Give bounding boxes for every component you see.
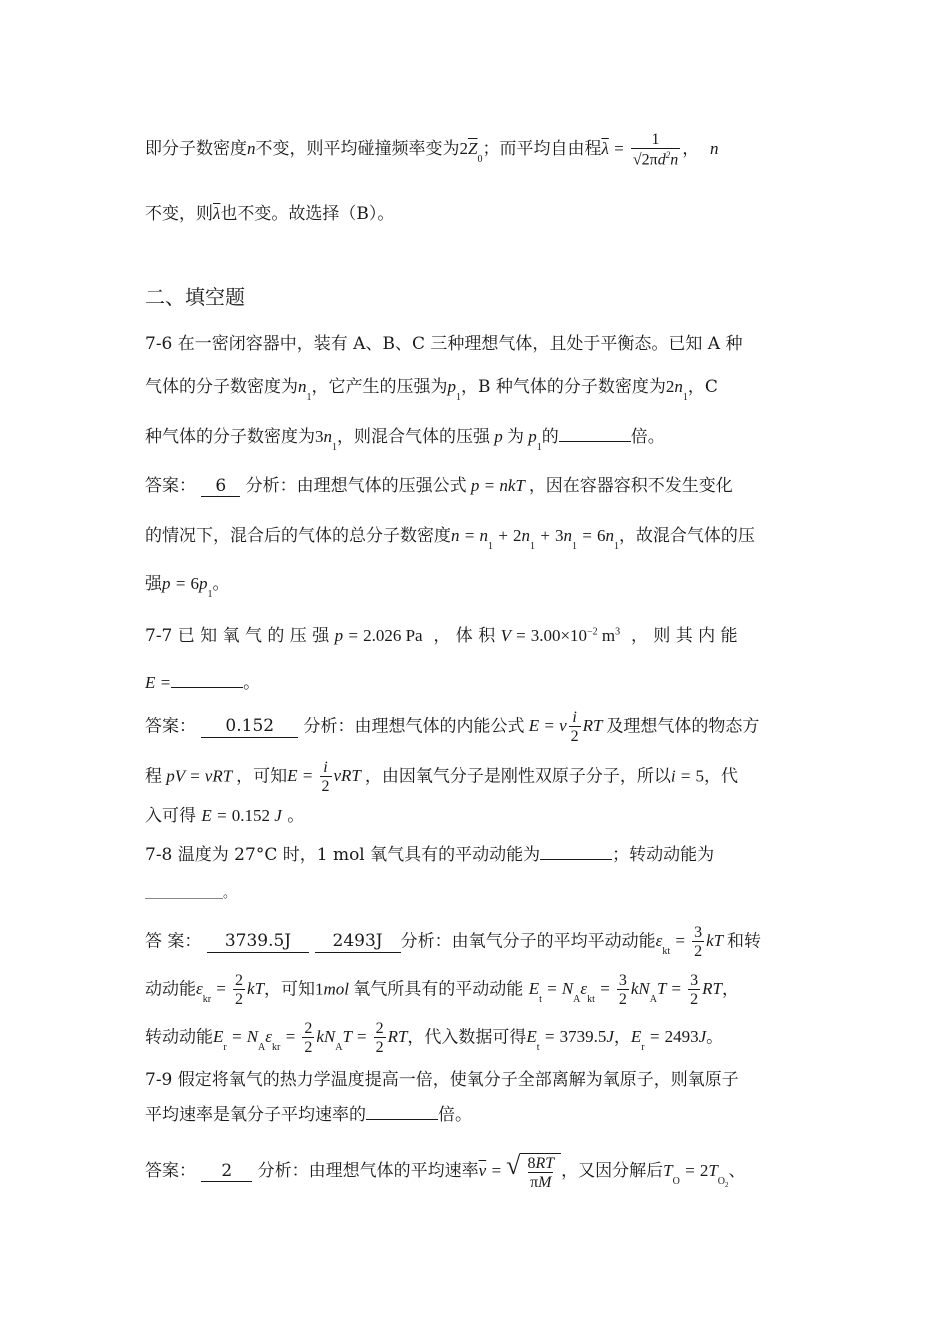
text: 倍。 <box>438 1105 472 1125</box>
math-volume-value: $V = 3.00\times 10^{-2}$ $m^3$ <box>500 626 621 645</box>
text: 和转 <box>727 931 762 952</box>
math-1mol: 1mol <box>315 979 354 999</box>
text: ，可知 <box>264 979 316 1000</box>
answer-7-8-line-2 <box>145 973 739 1008</box>
text: 分析：由理想气体的压强公式 <box>245 476 467 496</box>
question-7-9-line-1: 7-9 假定将氧气的热力学温度提高一倍，使氧分子全部离解为氧原子，则氧原子 <box>145 1070 739 1090</box>
text: ；而平均自由程 <box>482 139 602 160</box>
text: ，代入数据可得 <box>407 1027 527 1048</box>
text-line <box>145 132 719 168</box>
math-n1: $n_1$ <box>298 377 312 403</box>
question-7-7-line-1 <box>145 626 738 646</box>
text: 的 <box>541 427 559 447</box>
math-rotational-energy: $\varepsilon_{kr}$ = $\frac{2}{2}$ kT <box>196 972 265 1008</box>
answer-value-2: 2493J <box>315 931 401 952</box>
answer-value-1: 3739.5J <box>207 931 309 952</box>
answer-blank <box>171 673 243 688</box>
answer-7-9-line-1 <box>145 1153 746 1191</box>
text: ，由因氧气分子是刚性双原子分子，所以 <box>364 766 671 787</box>
math-collision-frequency: $2\overline{Z}_0$ <box>459 139 483 166</box>
math-total-density: $n = n_1 + 2n_1 + 3n_1 = 6n_1$ <box>451 526 619 552</box>
text: 。 <box>243 673 261 693</box>
math-2n1: $2n_1$ <box>665 377 688 403</box>
text: 氧气所具有的平动动能 <box>353 979 524 1000</box>
answer-7-6-line-3 <box>145 574 230 600</box>
text: 转动动能 <box>145 1027 213 1048</box>
question-7-8-line-1 <box>145 845 714 865</box>
text: 为 <box>507 427 524 447</box>
math-result: $p = 6p_1$ <box>162 574 213 600</box>
text: 分析：由理想气体的平均速率 <box>257 1160 479 1181</box>
math-n: n <box>710 139 719 159</box>
text: ，它产生的压强为 <box>311 377 448 397</box>
math-lambda: $\overline{\lambda}$ <box>213 204 221 223</box>
math-energy-relation: E = $\frac{i}{2}$ νRT <box>287 759 365 795</box>
text: ， 则 其 内 能 <box>630 626 738 646</box>
math-average-speed: $\overline{v}$ = √ $\frac{8RT}{\pi M}$ <box>479 1161 561 1180</box>
answer-value: 0.152 <box>201 716 298 737</box>
answer-value: 6 <box>201 476 240 497</box>
answer-7-7-line-3 <box>145 806 304 826</box>
math-pressure-value: p = 2.026 Pa <box>334 626 423 645</box>
text: ， <box>682 139 700 160</box>
math-i-value: i = 5 <box>670 766 705 786</box>
question-7-8-line-2: ＿＿＿＿＿＿。 <box>145 886 237 901</box>
text: 及理想气体的物态方 <box>606 716 760 737</box>
text: 。 <box>706 1027 724 1048</box>
text: 7-8 温度为 27°C 时，1 mol 氧气具有的平动动能为 <box>145 845 541 865</box>
text: ，又因分解后 <box>561 1160 664 1181</box>
text: 不变，则 <box>145 204 213 224</box>
text: ， 体 积 <box>433 626 496 646</box>
text: 即分子数密度 <box>145 139 247 160</box>
math-e: E = <box>145 673 172 692</box>
answer-label: 答案： <box>145 1160 196 1181</box>
math-translational-total: $E_t = N_A\varepsilon_{kt}$ = $\frac{3}{2}$ $kN_AT$ = $\frac{3}{2}$ RT <box>528 972 722 1008</box>
text: 程 <box>145 766 162 787</box>
text: 气体的分子数密度为 <box>145 377 298 397</box>
text: 。 <box>287 806 305 826</box>
math-pressure-formula: p = nkT <box>466 476 529 495</box>
math-p: p <box>490 427 507 446</box>
text: 动动能 <box>145 979 196 1000</box>
answer-7-8-line-3 <box>145 1021 723 1056</box>
math-state-equation: pV = νRT <box>162 766 237 786</box>
math-internal-energy: E = ν $\frac{i}{2}$ RT <box>524 709 607 745</box>
answer-label: 答案： <box>145 716 196 737</box>
math-rotational-total: $E_r = N_A\varepsilon_{kr}$ = $\frac{2}{2}$ $kN_AT$ = $\frac{2}{2}$ RT <box>213 1020 408 1056</box>
question-7-7-line-2 <box>145 673 260 693</box>
text: 不变，则平均碰撞频率变为 <box>255 139 460 160</box>
text: ，则混合气体的压强 <box>337 427 490 447</box>
answer-blank <box>366 1105 438 1120</box>
math-n: n <box>247 139 256 159</box>
answer-label: 答案： <box>145 476 196 496</box>
text: 入可得 <box>145 806 196 826</box>
text: 的情况下，混合后的气体的总分子数密度 <box>145 526 451 546</box>
text: ，代 <box>704 766 739 787</box>
answer-blank <box>559 427 631 442</box>
answer-7-7-line-1 <box>145 710 759 745</box>
math-mean-free-path: $\overline{\lambda}$ = $\frac{1}{√2\pi d^2n}$ <box>601 131 679 169</box>
text: ；转动动能为 <box>612 845 715 865</box>
math-p1: $p_1$ <box>447 377 461 403</box>
answer-value: 2 <box>201 1161 252 1182</box>
text: 倍。 <box>630 427 665 447</box>
question-7-6-line-3 <box>145 427 665 453</box>
text: 、 <box>728 1160 746 1181</box>
math-3n1: $3n_1$ <box>315 427 337 453</box>
text: 种气体的分子数密度为 <box>145 427 315 447</box>
text: 分析：由理想气体的内能公式 <box>303 716 525 737</box>
question-7-6-line-2 <box>145 377 718 403</box>
text: 也不变。故选择（B）。 <box>220 204 395 224</box>
text: 。 <box>212 574 230 594</box>
text-line <box>145 204 394 224</box>
answer-7-6-line-2 <box>145 526 755 552</box>
answer-label: 答 案： <box>145 931 202 952</box>
question-7-9-line-2 <box>145 1105 472 1125</box>
text: ，B 种气体的分子数密度为 <box>461 377 666 397</box>
answer-7-8-line-1 <box>145 925 761 960</box>
text: 强 <box>145 574 162 594</box>
text: ，故混合气体的压 <box>618 526 755 546</box>
answer-blank <box>540 845 612 860</box>
section-heading: 二、填空题 <box>145 285 245 309</box>
answer-7-7-line-2 <box>145 760 738 795</box>
math-p1: $p_1$ <box>524 427 542 453</box>
text: 7-7 已 知 氧 气 的 压 强 <box>145 626 330 646</box>
text: ， <box>721 979 739 1000</box>
text: 分析：由氧气分子的平均平动动能 <box>400 931 656 952</box>
text: ，因在容器容积不发生变化 <box>528 476 733 496</box>
answer-7-6-line-1 <box>145 476 733 497</box>
text: ，C <box>687 377 718 397</box>
text: ， <box>613 1027 631 1048</box>
math-er-value: $E_r = 2493J$ <box>630 1027 707 1054</box>
math-result: E = 0.152 J <box>201 806 282 825</box>
text: 平均速率是氧分子平均速率的 <box>145 1105 366 1125</box>
math-temperature-relation: $T_O = 2T_{O_2}$ <box>663 1160 729 1189</box>
question-7-6-line-1: 7-6 在一密闭容器中，装有 A、B、C 三种理想气体，且处于平衡态。已知 A 种 <box>145 334 743 354</box>
text: ，可知 <box>236 766 288 787</box>
math-translational-energy: $\varepsilon_{kt}$ = $\frac{3}{2}$ kT <box>655 924 728 960</box>
math-et-value: $E_t = 3739.5J$ <box>526 1027 614 1054</box>
